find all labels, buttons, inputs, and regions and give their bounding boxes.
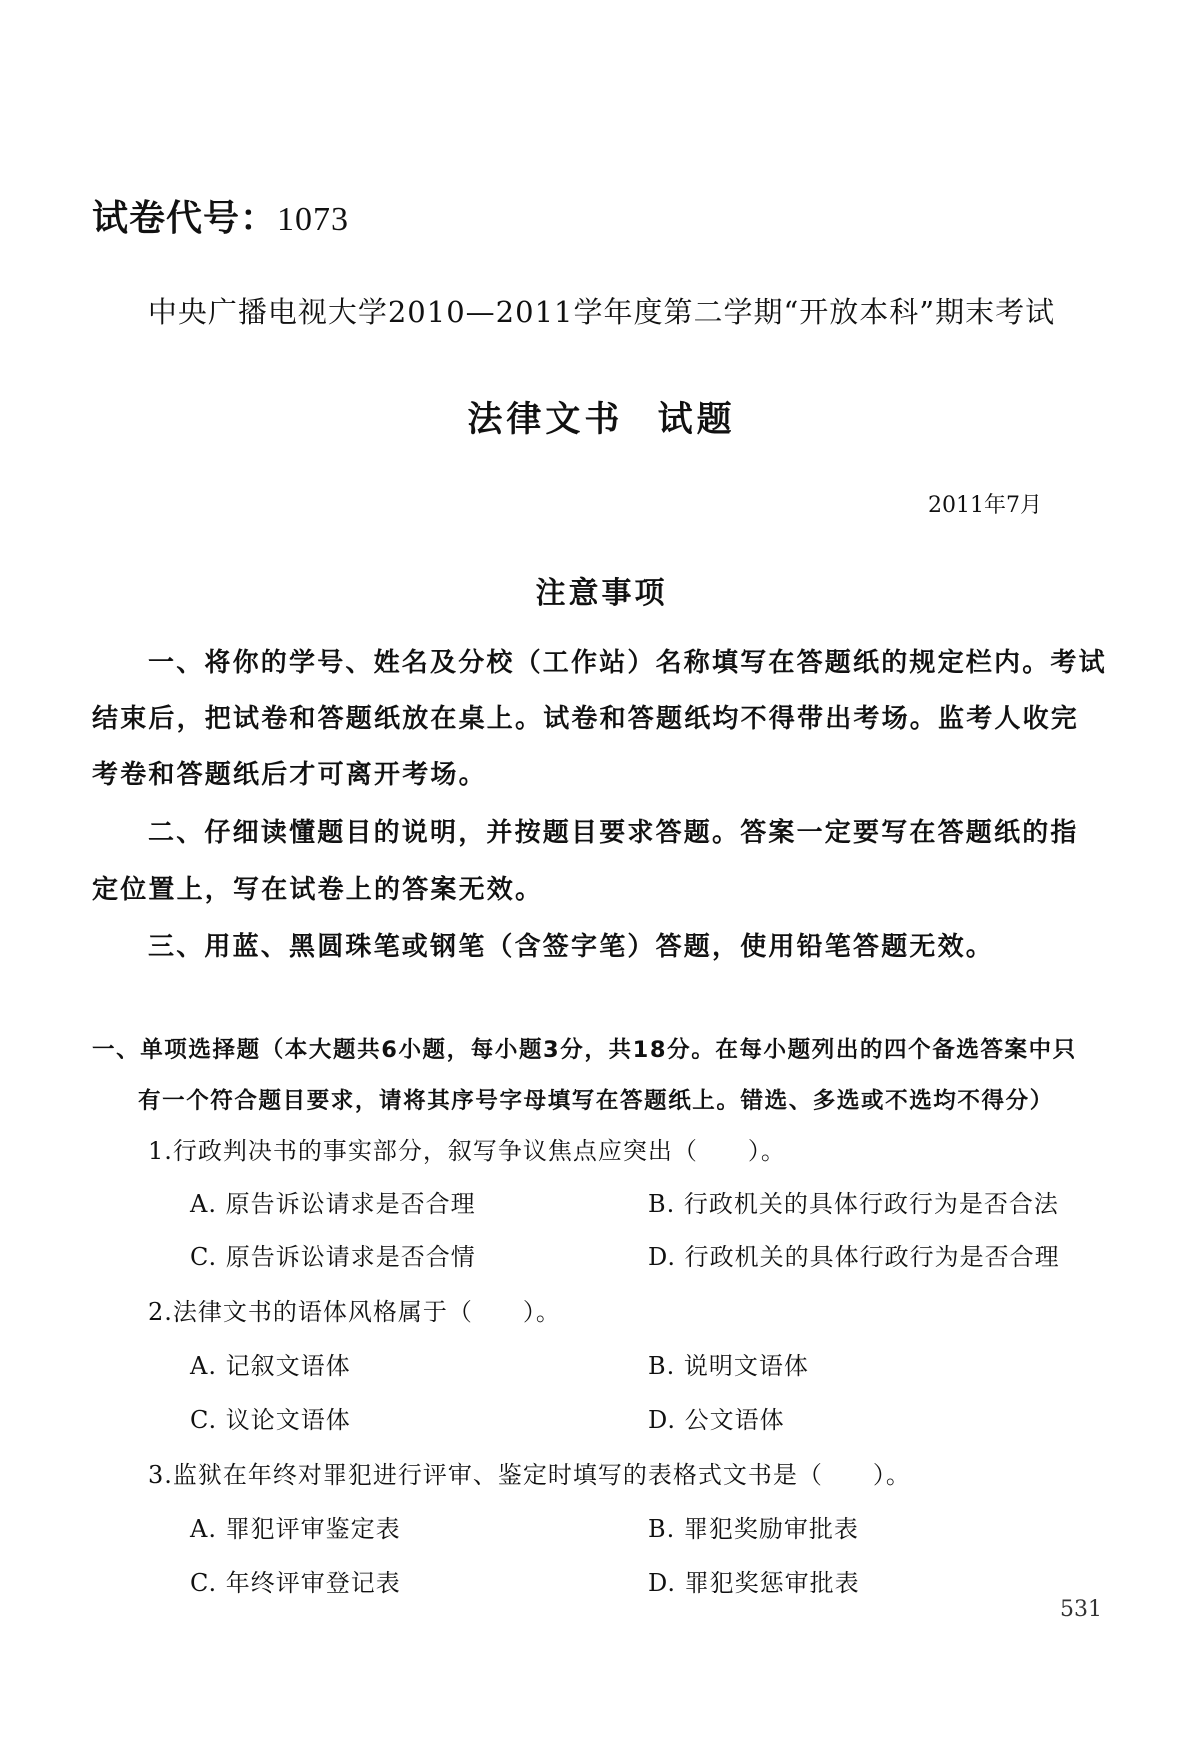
question-stem: 2.法律文书的语体风格属于（ ）。 <box>148 1298 561 1326</box>
notice-line: 三、用蓝、黑圆珠笔或钢笔（含签字笔）答题，使用铅笔答题无效。 <box>148 932 995 962</box>
notice-line: 考卷和答题纸后才可离开考场。 <box>92 760 487 790</box>
option-d: D. 罪犯奖惩审批表 <box>648 1569 860 1597</box>
section-heading: 一、单项选择题（本大题共6小题，每小题3分，共18分。在每小题列出的四个备选答案中只 <box>92 1037 1077 1063</box>
option-c: C. 年终评审登记表 <box>190 1569 401 1597</box>
option-a: A. 记叙文语体 <box>190 1352 351 1380</box>
option-b: B. 罪犯奖励审批表 <box>648 1515 859 1543</box>
paper-code-label: 试卷代号： <box>92 198 278 239</box>
paper-code <box>92 190 349 241</box>
paper-code-number: 1073 <box>277 201 350 238</box>
question-stem: 1.行政判决书的事实部分，叙写争议焦点应突出（ ）。 <box>148 1137 786 1165</box>
option-c: C. 原告诉讼请求是否合情 <box>190 1243 476 1271</box>
option-a: A. 原告诉讼请求是否合理 <box>190 1190 476 1218</box>
page-number: 531 <box>1060 1597 1102 1622</box>
notice-line: 结束后，把试卷和答题纸放在桌上。试卷和答题纸均不得带出考场。监考人收完 <box>92 704 1080 734</box>
section-heading: 有一个符合题目要求，请将其序号字母填写在答题纸上。错选、多选或不选均不得分） <box>138 1088 1054 1114</box>
option-d: D. 公文语体 <box>648 1406 785 1434</box>
notice-line: 定位置上，写在试卷上的答案无效。 <box>92 875 544 905</box>
subject-title: 法律文书 试题 <box>467 400 736 440</box>
notice-line: 一、将你的学号、姓名及分校（工作站）名称填写在答题纸的规定栏内。考试 <box>148 648 1107 678</box>
exam-title: 中央广播电视大学2010—2011学年度第二学期“开放本科”期末考试 <box>147 295 1056 329</box>
option-a: A. 罪犯评审鉴定表 <box>190 1515 401 1543</box>
notice-heading: 注意事项 <box>535 576 668 611</box>
option-c: C. 议论文语体 <box>190 1406 351 1434</box>
option-d: D. 行政机关的具体行政行为是否合理 <box>648 1243 1060 1271</box>
exam-date: 2011年7月 <box>928 493 1042 518</box>
option-b: B. 行政机关的具体行政行为是否合法 <box>648 1190 1059 1218</box>
question-stem: 3.监狱在年终对罪犯进行评审、鉴定时填写的表格式文书是（ ）。 <box>148 1461 911 1489</box>
option-b: B. 说明文语体 <box>648 1352 809 1380</box>
notice-line: 二、仔细读懂题目的说明，并按题目要求答题。答案一定要写在答题纸的指 <box>148 818 1079 848</box>
